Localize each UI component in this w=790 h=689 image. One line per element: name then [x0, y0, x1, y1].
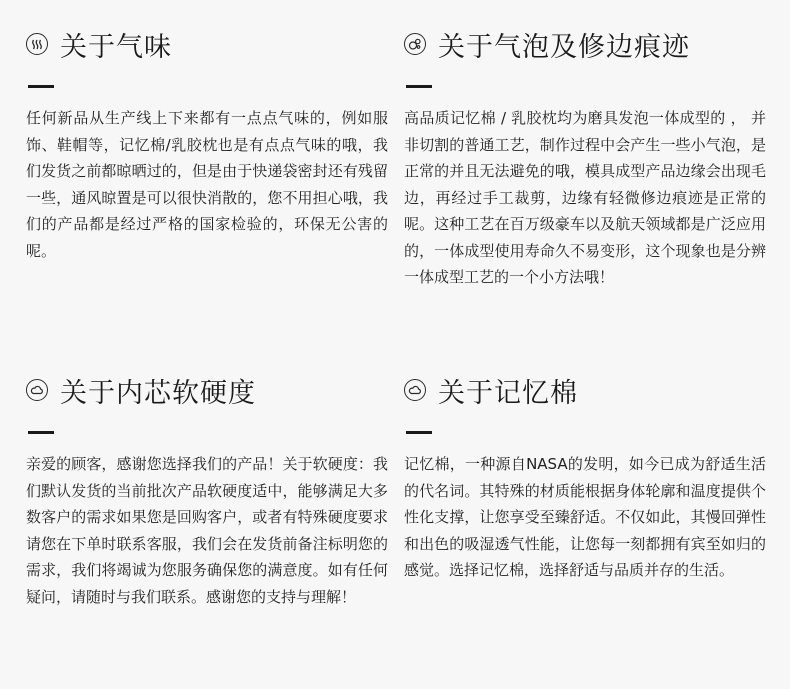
section-memory-foam: [404, 370, 766, 584]
title-underline: [406, 85, 432, 88]
section-title: 关于记忆棉: [438, 377, 578, 409]
section-title: 关于气泡及修边痕迹: [438, 31, 690, 63]
section-header: [26, 370, 388, 410]
title-underline: [406, 431, 432, 434]
section-body: 亲爱的顾客，感谢您选择我们的产品！关于软硬度：我们默认发货的当前批次产品软硬度适中，能够满足大多数客户的需求如果您是回购客户，或者有特殊硬度要求请您在下单时联系客服，我们会在发货前备注标明您的需求，我们将竭诚为您服务确保您的满意度。如有任何疑问，请随时与我们联系。感谢您的支持与理解！: [26, 455, 388, 606]
section-title: 关于内芯软硬度: [60, 377, 256, 409]
bubble-icon: [404, 33, 426, 55]
title-underline: [28, 431, 54, 434]
section-body: 记忆棉，一种源自NASA的发明，如今已成为舒适生活的代名词。其特殊的材质能根据身体轮廓和温度提供个性化支撑，让您享受至臻舒适。不仅如此，其慢回弹性和出色的吸湿透气性能，让您每一刻都拥有宾至如归的感觉。选择记忆棉，选择舒适与品质并存的生活。: [404, 455, 766, 579]
section-header: [404, 24, 766, 64]
smell-waves-icon: [26, 33, 48, 55]
section-smell: [26, 24, 388, 264]
section-title: 关于气味: [60, 31, 172, 63]
section-bubbles: [404, 24, 766, 291]
section-body: 高品质记忆棉 / 乳胶枕均为磨具发泡一体成型的 ， 并非切割的普通工艺，制作过程中会产生一些小气泡，是正常的并且无法避免的哦，模具成型产品边缘会出现毛边，再经过手工裁剪，边缘有轻微修边痕迹是正常的呢。这种工艺在百万级豪车以及航天领域都是广泛应用的，一体成型使用寿命久不易变形，这个现象也是分辨一体成型工艺的一个小方法哦！: [404, 109, 766, 286]
section-header: [404, 370, 766, 410]
cloud-icon: [404, 379, 426, 401]
title-underline: [28, 85, 54, 88]
section-firmness: [26, 370, 388, 610]
section-body: 任何新品从生产线上下来都有一点点气味的，例如服饰、鞋帽等，记忆棉/乳胶枕也是有点点气味的哦，我们发货之前都晾晒过的，但是由于快递袋密封还有残留一些，通风晾置是可以很快消散的，您不用担心哦，我们的产品都是经过严格的国家检验的，环保无公害的呢。: [26, 109, 388, 260]
section-header: [26, 24, 388, 64]
cloud-icon: [26, 379, 48, 401]
